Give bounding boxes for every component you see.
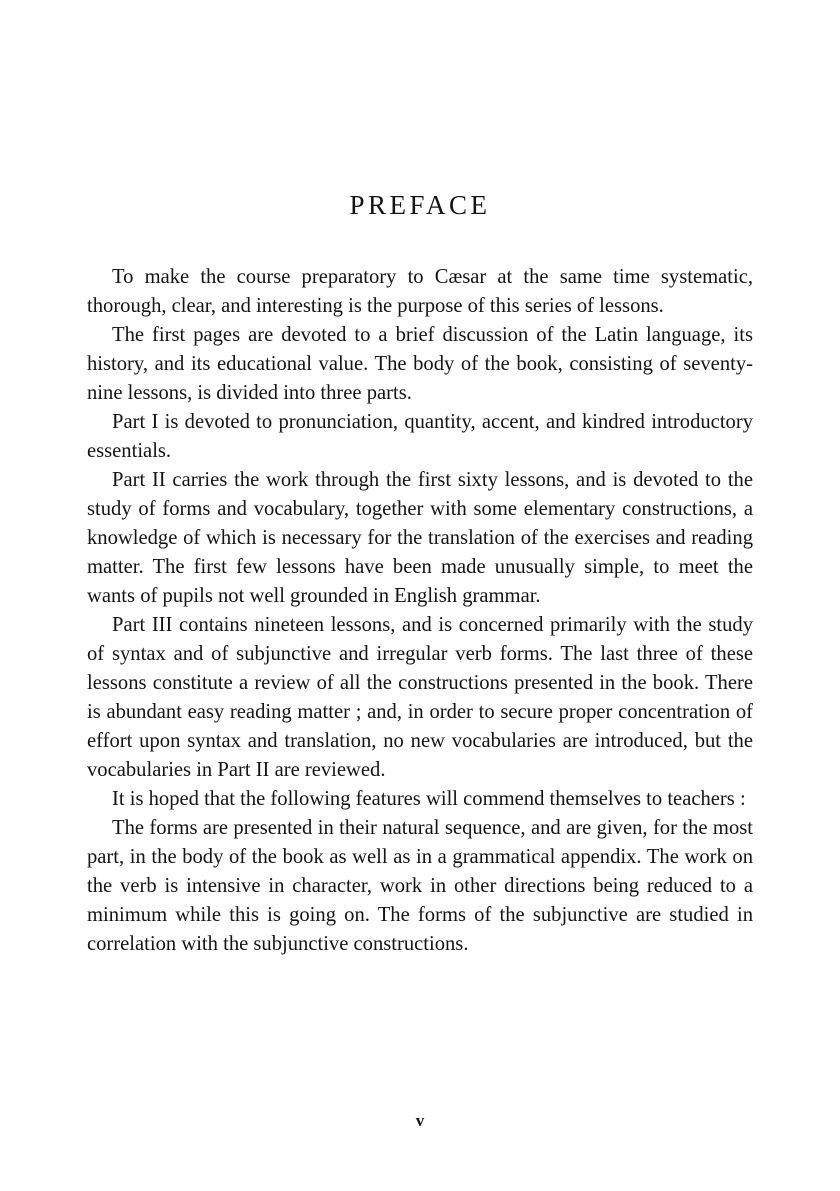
paragraph-part-one: Part I is devoted to pronunciation, quantity, accent, and kindred introductory essentials. [87,411,753,462]
paragraph-part-two: Part II carries the work through the first sixty lessons, and is devoted to the study of forms and vocabulary, together with some elementary constructions, a knowledge of which is necessary for the translation of the exercises and reading matter. The first few lessons have been made unusually simple, to meet the wants of pupils not well grounded in English grammar. [87,469,753,607]
paragraph-forms: The forms are presented in their natural sequence, and are given, for the most part, in the body of the book as well as in a grammatical appendix. The work on the verb is intensive in character, work in other directions being reduced to a minimum while this is going on. The forms of the subjunctive are studied in correlation with the subjunctive constructions. [87,817,753,955]
paragraph-overview: The first pages are devoted to a brief discussion of the Latin language, its history, and its educational value. The body of the book, consisting of seventy-nine lessons, is divided into three parts. [87,324,753,404]
page-title: PREFACE [349,190,491,220]
preface-body [87,263,753,959]
paragraph-part-three: Part III contains nineteen lessons, and is concerned primarily with the study of syntax and of subjunctive and irregular verb forms. The last three of these lessons constitute a review of all the constructions presented in the book. There is abundant easy reading matter ; and, in order to secure proper concentration of effort upon syntax and translation, no new vocabularies are introduced, but the vocabularies in Part II are reviewed. [87,614,753,781]
paragraph-features-intro: It is hoped that the following features will commend themselves to teachers : [112,788,746,810]
paragraph-purpose: To make the course preparatory to Cæsar at the same time systematic, thorough, clear, and interesting is the purpose of this series of lessons. [87,266,753,317]
page-number: v [415,1111,425,1130]
